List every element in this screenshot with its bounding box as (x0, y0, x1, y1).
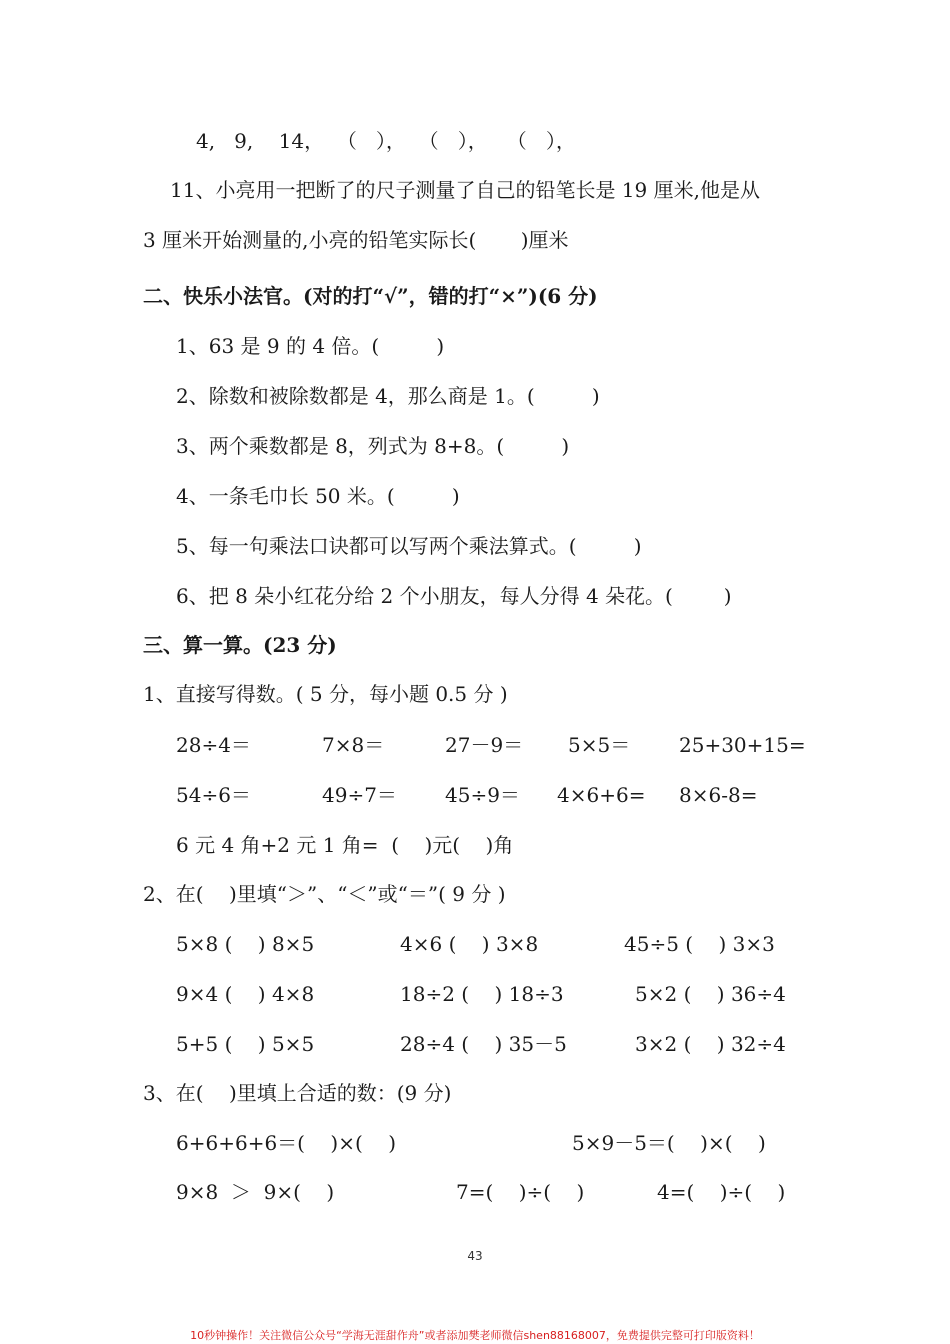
judge-item-2: 2、除数和被除数都是 4，那么商是 1。( ) (176, 384, 600, 408)
compare-item: 45÷5 ( ) 3×3 (624, 932, 775, 956)
judge-item-5: 5、每一句乘法口诀都可以写两个乘法算式。( ) (176, 534, 642, 558)
judge-item-1: 1、63 是 9 的 4 倍。( ) (176, 334, 445, 358)
calc-item: 28÷4＝ (176, 733, 251, 757)
subsection-2-heading: 2、在( )里填“＞”、“＜”或“＝”( 9 分 ) (143, 882, 506, 906)
calc-item: 25+30+15= (679, 733, 806, 757)
subsection-1-heading: 1、直接写得数。( 5 分，每小题 0.5 分 ) (143, 682, 508, 706)
page-number: 43 (467, 1249, 483, 1263)
question-11-line-2: 3 厘米开始测量的,小亮的铅笔实际长( )厘米 (143, 228, 569, 252)
calc-item: 45÷9＝ (445, 783, 520, 807)
compare-item: 9×4 ( ) 4×8 (176, 982, 315, 1006)
calc-item: 4×6+6= (557, 783, 646, 807)
compare-item: 5×8 ( ) 8×5 (176, 932, 315, 956)
calc-item: 54÷6＝ (176, 783, 251, 807)
fill-item: 4=( )÷( ) (657, 1180, 786, 1204)
fill-item: 9×8 ＞ 9×( ) (176, 1180, 335, 1204)
fill-item: 7=( )÷( ) (456, 1180, 585, 1204)
compare-item: 28÷4 ( ) 35－5 (400, 1032, 567, 1056)
compare-item: 4×6 ( ) 3×8 (400, 932, 539, 956)
section-3-heading: 三、算一算。(23 分) (143, 633, 337, 657)
subsection-3-heading: 3、在( )里填上合适的数：(9 分) (143, 1081, 452, 1105)
fill-item: 5×9－5＝( )×( ) (572, 1131, 766, 1155)
promo-footer: 10秒钟操作！关注微信公众号“学海无涯甜作舟”或者添加樊老师微信shen88168007，免费提供完整可打印版资料！ (190, 1329, 760, 1342)
calc-item: 7×8＝ (322, 733, 385, 757)
judge-item-3: 3、两个乘数都是 8，列式为 8+8。( ) (176, 434, 570, 458)
compare-item: 18÷2 ( ) 18÷3 (400, 982, 564, 1006)
calc-item: 49÷7＝ (322, 783, 397, 807)
judge-item-4: 4、一条毛巾长 50 米。( ) (176, 484, 460, 508)
fill-item: 6+6+6+6＝( )×( ) (176, 1131, 396, 1155)
compare-item: 3×2 ( ) 32÷4 (635, 1032, 786, 1056)
compare-item: 5×2 ( ) 36÷4 (635, 982, 786, 1006)
question-11-line-1: 11、小亮用一把断了的尺子测量了自己的铅笔长是 19 厘米,他是从 (170, 178, 760, 202)
calc-item: 8×6-8= (679, 783, 758, 807)
money-question: 6 元 4 角+2 元 1 角= ( )元( )角 (176, 833, 514, 857)
judge-item-6: 6、把 8 朵小红花分给 2 个小朋友，每人分得 4 朵花。( ) (176, 584, 732, 608)
section-2-heading: 二、快乐小法官。(对的打“√”，错的打“×”)(6 分) (143, 284, 598, 308)
calc-item: 27－9＝ (445, 733, 524, 757)
calc-item: 5×5＝ (568, 733, 631, 757)
number-sequence: 4, 9, 14， （ ）， （ ）， （ ）， (196, 129, 576, 153)
compare-item: 5+5 ( ) 5×5 (176, 1032, 315, 1056)
